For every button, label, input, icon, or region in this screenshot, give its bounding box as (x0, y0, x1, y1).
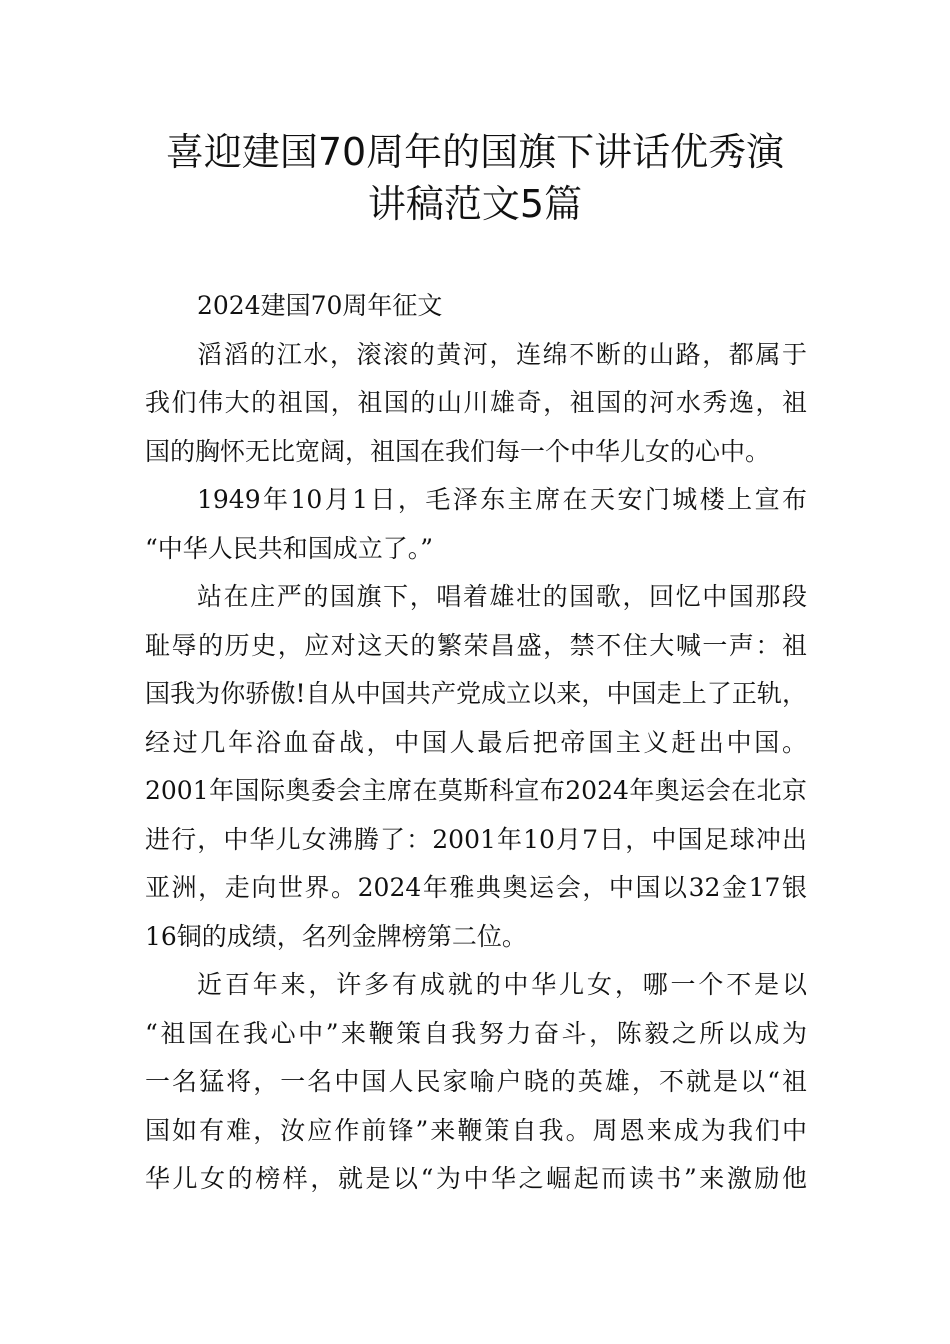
paragraph-line: 滔滔的江水，滚滚的黄河，连绵不断的山路，都属于 (197, 339, 807, 369)
subtitle: 2024建国70周年征文 (197, 291, 443, 320)
paragraph-line: 1949年10月1日，毛泽东主席在天安门城楼上宣布 (197, 485, 807, 514)
paragraph-line: 一名猛将，一名中国人民家喻户晓的英雄，不就是以“祖 (145, 1067, 807, 1096)
paragraph-line: 我们伟大的祖国，祖国的山川雄奇，祖国的河水秀逸，祖 (145, 388, 807, 417)
paragraph-2 (145, 476, 807, 573)
paragraph-line: 16铜的成绩，名列金牌榜第二位。 (145, 921, 527, 951)
paragraph-line: 站在庄严的国旗下，唱着雄壮的国歌，回忆中国那段 (197, 582, 807, 611)
paragraph-line: 耻辱的历史，应对这天的繁荣昌盛，禁不住大喊一声：祖 (145, 630, 807, 660)
document-title (120, 126, 830, 230)
paragraph-line: 进行，中华儿女沸腾了：2001年10月7日，中国足球冲出 (145, 824, 807, 854)
paragraph-line: “祖国在我心中”来鞭策自我努力奋斗，陈毅之所以成为 (145, 1018, 807, 1048)
paragraph-1 (145, 331, 807, 477)
paragraph-line: 国的胸怀无比宽阔，祖国在我们每一个中华儿女的心中。 (145, 436, 771, 466)
paragraph-line: 2001年国际奥委会主席在莫斯科宣布2024年奥运会在北京 (145, 776, 807, 805)
paragraph-line: 华儿女的榜样，就是以“为中华之崛起而读书”来激励他 (145, 1164, 807, 1193)
paragraph-line: 经过几年浴血奋战，中国人最后把帝国主义赶出中国。 (145, 727, 807, 757)
paragraph-4 (145, 961, 807, 1204)
document-body (145, 282, 807, 1204)
paragraph-line: 国如有难，汝应作前锋”来鞭策自我。周恩来成为我们中 (145, 1115, 807, 1145)
title-line-2: 讲稿范文5篇 (367, 182, 583, 226)
title-line-1: 喜迎建国70周年的国旗下讲话优秀演 (165, 130, 785, 174)
paragraph-line: “中华人民共和国成立了。” (145, 533, 434, 563)
paragraph-line: 亚洲，走向世界。2024年雅典奥运会，中国以32金17银 (145, 873, 807, 902)
paragraph-3 (145, 573, 807, 961)
paragraph-line: 近百年来，许多有成就的中华儿女，哪一个不是以 (197, 970, 807, 999)
paragraph-line: 国我为你骄傲!自从中国共产党成立以来，中国走上了正轨， (145, 679, 807, 708)
